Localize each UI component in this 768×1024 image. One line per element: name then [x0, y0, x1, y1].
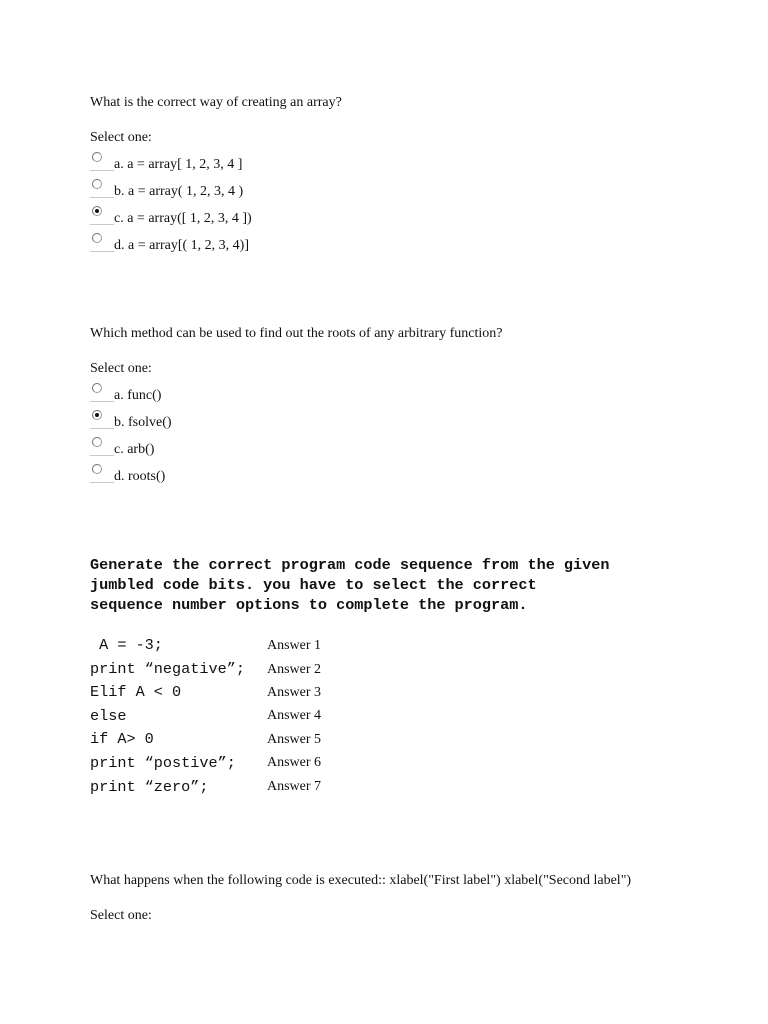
- question-2-option-c[interactable]: [90, 437, 340, 461]
- question-2-option-d[interactable]: [90, 464, 340, 488]
- answer-label-4: Answer 4: [267, 708, 322, 723]
- radio-button[interactable]: [92, 464, 102, 474]
- option-underline: [90, 428, 114, 429]
- code-task-instruction-line-1: Generate the correct program code sequence from the given: [90, 556, 610, 574]
- question-2-select-label: Select one:: [90, 361, 152, 376]
- answer-label-7: Answer 7: [267, 779, 322, 794]
- option-label: b. a = array( 1, 2, 3, 4 ): [114, 184, 244, 199]
- question-3-select-label: Select one:: [90, 908, 152, 923]
- radio-button[interactable]: [92, 179, 102, 189]
- code-task-instruction-line-2: jumbled code bits. you have to select the correct: [90, 576, 537, 594]
- question-1-select-label: Select one:: [90, 130, 152, 145]
- radio-button-selected[interactable]: [92, 410, 102, 420]
- code-line-1: A = -3;: [90, 636, 163, 654]
- radio-dot: [95, 413, 99, 417]
- option-label: c. a = array([ 1, 2, 3, 4 ]): [114, 211, 252, 226]
- answer-label-3: Answer 3: [267, 685, 322, 700]
- question-2-option-b[interactable]: [90, 410, 340, 434]
- option-label: a. func(): [114, 388, 162, 403]
- option-underline: [90, 251, 114, 252]
- option-underline: [90, 401, 114, 402]
- question-1-option-d[interactable]: [90, 233, 340, 257]
- option-underline: [90, 224, 114, 225]
- answer-label-6: Answer 6: [267, 755, 322, 770]
- question-3-text: What happens when the following code is executed:: xlabel("First label") xlabel("Second label"): [90, 873, 632, 888]
- option-label: d. a = array[( 1, 2, 3, 4)]: [114, 238, 250, 253]
- code-line-4: else: [90, 707, 127, 725]
- option-label: a. a = array[ 1, 2, 3, 4 ]: [114, 157, 243, 172]
- option-underline: [90, 170, 114, 171]
- radio-button[interactable]: [92, 152, 102, 162]
- question-1-option-b[interactable]: [90, 179, 340, 203]
- question-1-option-a[interactable]: [90, 152, 340, 176]
- question-2-text: Which method can be used to find out the roots of any arbitrary function?: [90, 326, 503, 341]
- code-line-6: print “postive”;: [90, 754, 236, 772]
- code-task-instruction-line-3: sequence number options to complete the program.: [90, 596, 528, 614]
- code-line-5: if A> 0: [90, 730, 154, 748]
- option-label: c. arb(): [114, 442, 155, 457]
- radio-button[interactable]: [92, 233, 102, 243]
- option-label: b. fsolve(): [114, 415, 172, 430]
- radio-button[interactable]: [92, 437, 102, 447]
- radio-button-selected[interactable]: [92, 206, 102, 216]
- radio-button[interactable]: [92, 383, 102, 393]
- answer-label-5: Answer 5: [267, 732, 322, 747]
- answer-label-2: Answer 2: [267, 662, 322, 677]
- option-underline: [90, 482, 114, 483]
- code-line-7: print “zero”;: [90, 778, 209, 796]
- question-1-text: What is the correct way of creating an array?: [90, 95, 342, 110]
- radio-dot: [95, 209, 99, 213]
- question-2-option-a[interactable]: [90, 383, 340, 407]
- code-line-2: print “negative”;: [90, 660, 245, 678]
- answer-label-1: Answer 1: [267, 638, 322, 653]
- question-1-option-c[interactable]: [90, 206, 340, 230]
- option-underline: [90, 197, 114, 198]
- option-label: d. roots(): [114, 469, 166, 484]
- code-line-3: Elif A < 0: [90, 683, 182, 701]
- option-underline: [90, 455, 114, 456]
